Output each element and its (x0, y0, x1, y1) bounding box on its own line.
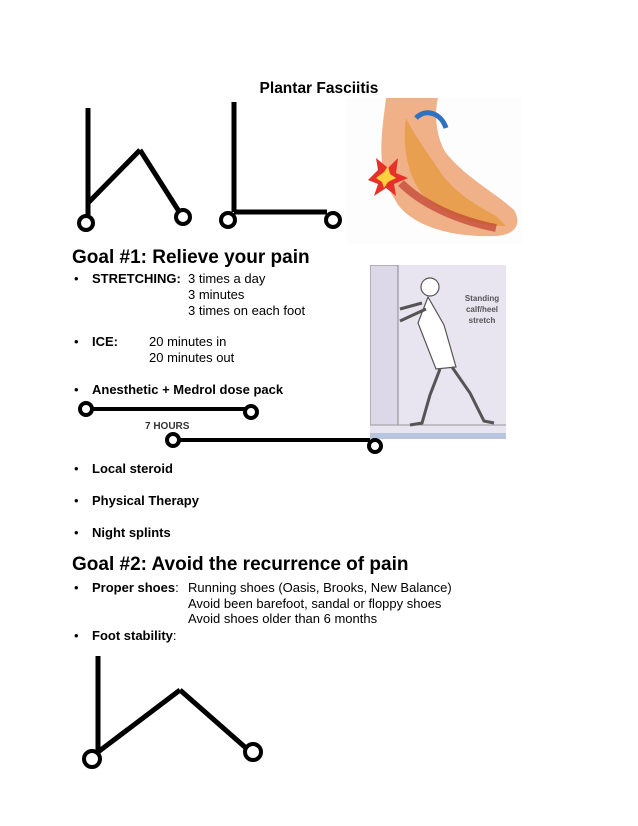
local-steroid-label: Local steroid (92, 461, 173, 476)
bullet-icon: • (74, 334, 79, 349)
goal-1-heading: Goal #1: Relieve your pain (72, 247, 310, 268)
night-splints-item (74, 525, 171, 540)
anesthetic-item (74, 382, 284, 397)
stretching-line-1: 3 times a day (188, 271, 266, 286)
shoes-line-2: Avoid been barefoot, sandal or floppy shoes (188, 596, 442, 611)
calf-caption-3: stretch (468, 316, 496, 325)
stretching-line-2: 3 minutes (188, 287, 245, 302)
foot-stability-colon: : (172, 628, 177, 643)
stretching-line-3: 3 times on each foot (188, 303, 306, 318)
shoes-line-1: Running shoes (Oasis, Brooks, New Balance) (188, 580, 452, 595)
ice-item (74, 334, 352, 365)
ice-line-2: 20 minutes out (149, 350, 235, 365)
proper-shoes-item (74, 580, 492, 626)
anesthetic-label: Anesthetic + Medrol dose pack (92, 382, 284, 397)
ice-line-1: 20 minutes in (149, 334, 227, 349)
proper-shoes-label: Proper shoes (92, 580, 176, 595)
flat-foot-diagram-icon (215, 100, 355, 230)
page-title: Plantar Fasciitis (259, 80, 379, 97)
bullet-icon: • (74, 628, 79, 643)
foot-pain-illustration (346, 98, 522, 244)
ice-label: ICE: (92, 334, 118, 349)
stretching-label: STRETCHING: (92, 271, 181, 286)
shoes-line-3: Avoid shoes older than 6 months (188, 611, 378, 626)
bullet-icon: • (74, 461, 79, 476)
bullet-icon: • (74, 493, 79, 508)
proper-shoes-colon: : (175, 580, 179, 595)
stretching-item (74, 271, 372, 318)
calf-caption-1: Standing (464, 294, 500, 303)
physical-therapy-label: Physical Therapy (92, 493, 199, 508)
local-steroid-item (74, 461, 173, 476)
bullet-icon: • (74, 525, 79, 540)
foot-stability-item (74, 628, 177, 643)
physical-therapy-item (74, 493, 199, 508)
bullet-icon: • (74, 580, 79, 595)
night-splints-label: Night splints (92, 525, 171, 540)
goal-2-heading: Goal #2: Avoid the recurrence of pain (72, 554, 409, 575)
bent-knee-diagram-icon (70, 105, 200, 235)
seven-hours-label: 7 HOURS (145, 421, 190, 432)
calf-caption-2: calf/heel (465, 305, 499, 314)
bent-knee-diagram-bottom-icon (76, 652, 276, 782)
bullet-icon: • (74, 382, 79, 397)
foot-stability-label: Foot stability (92, 628, 173, 643)
bullet-icon: • (74, 271, 79, 286)
seven-hours-timeline-diagram (75, 400, 395, 460)
